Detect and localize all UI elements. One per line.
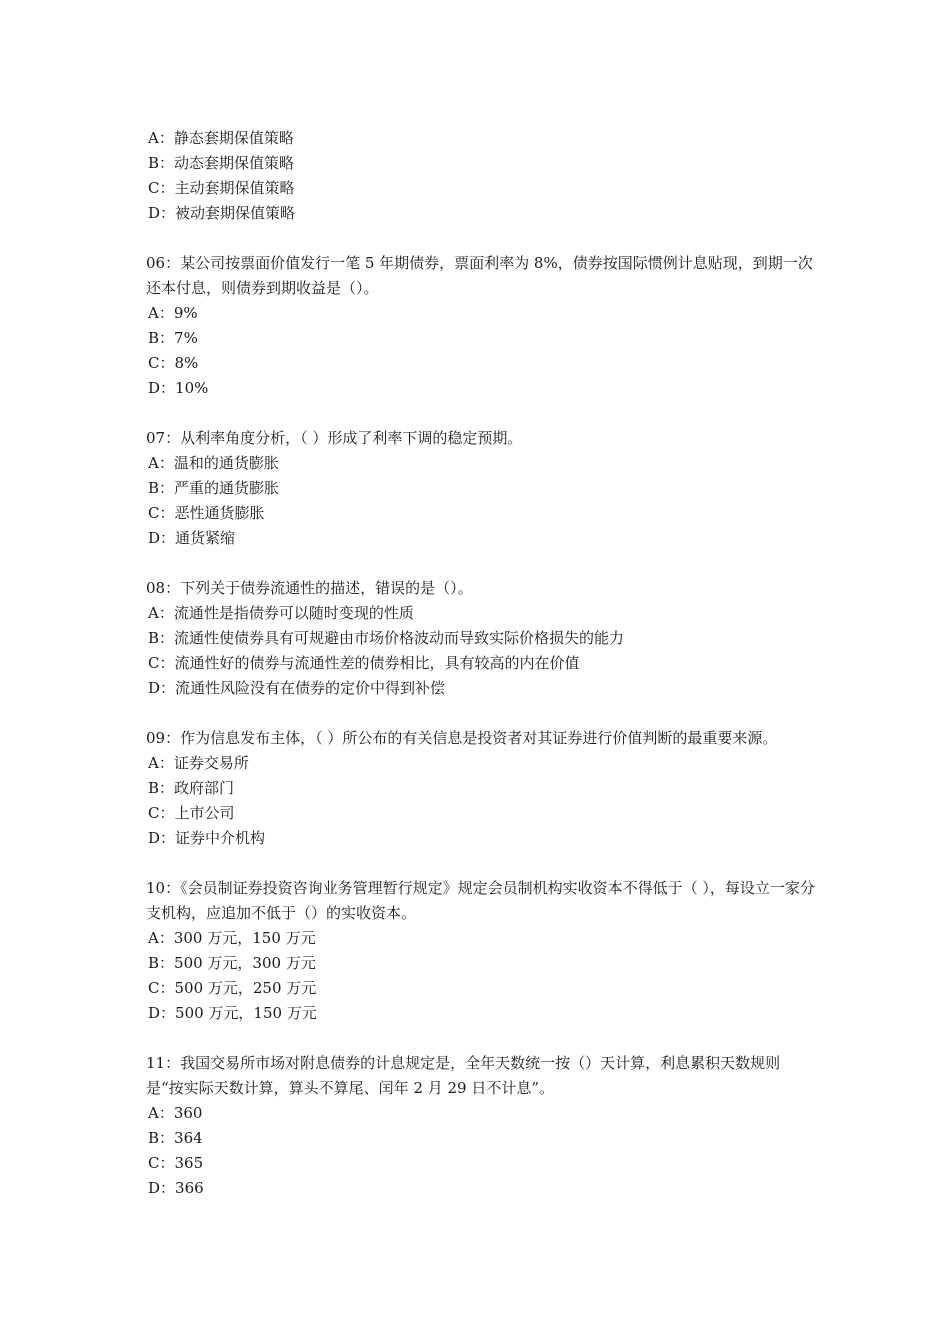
question-block — [146, 126, 816, 226]
option-d: D：被动套期保值策略 — [148, 204, 296, 222]
question-block — [146, 726, 816, 851]
spacer — [146, 551, 816, 576]
question-stem: 08：下列关于债券流通性的描述，错误的是（）。 — [146, 579, 473, 597]
option-d: D：通货紧缩 — [148, 529, 236, 547]
question-stem: 06：某公司按票面价值发行一笔 5 年期债券，票面利率为 8%，债券按国际惯例计息贴现，到期一次还本付息，则债券到期收益是（）。 — [146, 254, 813, 297]
option-d: D：证券中介机构 — [148, 829, 266, 847]
option-b: B：流通性使债券具有可规避由市场价格波动而导致实际价格损失的能力 — [148, 629, 625, 647]
option-c: C：恶性通货膨胀 — [148, 504, 265, 522]
question-list — [146, 126, 816, 1201]
spacer — [146, 701, 816, 726]
option-d: D：500 万元，150 万元 — [148, 1004, 317, 1022]
option-a: A：300 万元，150 万元 — [148, 929, 316, 947]
spacer — [146, 226, 816, 251]
question-block — [146, 426, 816, 551]
option-c: C：365 — [148, 1154, 204, 1172]
option-b: B：364 — [148, 1129, 203, 1147]
option-d: D：10% — [148, 379, 209, 397]
option-a: A：流通性是指债券可以随时变现的性质 — [148, 604, 414, 622]
option-c: C：上市公司 — [148, 804, 235, 822]
option-a: A：9% — [148, 304, 198, 322]
option-b: B：政府部门 — [148, 779, 235, 797]
option-c: C：8% — [148, 354, 199, 372]
option-a: A：温和的通货膨胀 — [148, 454, 279, 472]
option-d: D：流通性风险没有在债券的定价中得到补偿 — [148, 679, 446, 697]
option-a: A：360 — [148, 1104, 203, 1122]
question-block — [146, 876, 816, 1026]
option-a: A：静态套期保值策略 — [148, 129, 294, 147]
option-a: A：证券交易所 — [148, 754, 249, 772]
option-c: C：500 万元，250 万元 — [148, 979, 317, 997]
spacer — [146, 1026, 816, 1051]
question-stem: 10：《会员制证券投资咨询业务管理暂行规定》规定会员制机构实收资本不得低于（ ），每设立一家分支机构，应追加不低于（）的实收资本。 — [146, 879, 815, 922]
question-stem: 09：作为信息发布主体，（ ）所公布的有关信息是投资者对其证券进行价值判断的最重要来源。 — [146, 729, 778, 747]
question-stem: 11：我国交易所市场对附息债券的计息规定是，全年天数统一按（）天计算，利息累积天数规则是“按实际天数计算，算头不算尾、闰年 2 月 29 日不计息”。 — [146, 1054, 781, 1097]
option-b: B：7% — [148, 329, 198, 347]
option-b: B：动态套期保值策略 — [148, 154, 295, 172]
question-stem: 07：从利率角度分析，（ ）形成了利率下调的稳定预期。 — [146, 429, 523, 447]
question-block — [146, 576, 816, 701]
option-b: B：严重的通货膨胀 — [148, 479, 280, 497]
question-block — [146, 251, 816, 401]
question-block — [146, 1051, 816, 1201]
option-c: C：主动套期保值策略 — [148, 179, 295, 197]
option-c: C：流通性好的债券与流通性差的债券相比，具有较高的内在价值 — [148, 654, 580, 672]
option-d: D：366 — [148, 1179, 204, 1197]
spacer — [146, 401, 816, 426]
spacer — [146, 851, 816, 876]
option-b: B：500 万元，300 万元 — [148, 954, 316, 972]
